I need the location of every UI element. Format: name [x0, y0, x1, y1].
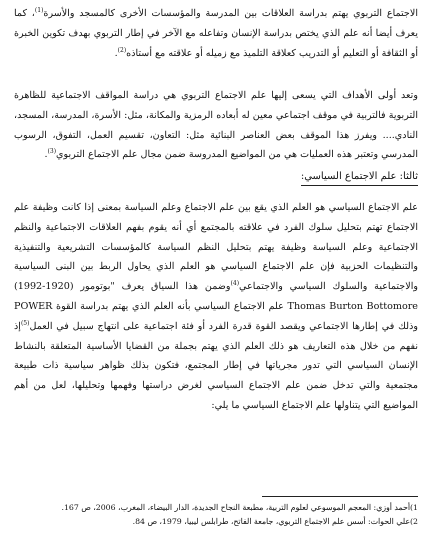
footnote-marker: (5) — [20, 319, 30, 327]
text-line: الاجتماع التربوي يهتم بدراسة العلاقات بين المدرسة والمؤسسات الأخرى كالمسجد والأسرة — [43, 8, 419, 19]
paragraph-political-sociology — [14, 198, 418, 416]
footnote-marker: (1) — [34, 6, 44, 14]
paragraph-educational-sociology-goals: وتعد أولى الأهداف التي يسعى إليها علم الاجتماع التربوي هي دراسة المواقف الاجتماعية للظاهرة التربوية فالتربية في موقف اجتماعي معين له أبعاده الرمزية والمكانة، مثل: الأسرة، المدرسة، المسجد، النادي.... ويفرز هذا الموقف بعض العناصر البنائية مثل: التعاون، تقسيم العمل، التفوق، الرسوب المدرسي وتعتبر هذه العمليات هي من المواضيع المدروسة ضمن مجال علم الاجتماع التربوي$^{(3)}$. — [14, 90, 418, 161]
footnote-marker: (2) — [117, 46, 127, 54]
paragraph-text: علم الاجتماع السياسي هو العلم الذي يقع بين علم الاجتماع وعلم السياسة بمعنى إذا كانت وظيفة علم الاجتماع تهتم بتحليل سلوك الفرد في علاقته بالمجتمع أي أنه يقوم بفهم العلاقات الاجتماعية والنظم الاجتماعية وعلم السياسة وظيفة يهتم بتحليل النظم السياسة كالمؤسسات التشريعية والتنفيذية والتنظيمات الحزبية فإن علم الاجتماع السياسي هو العلم الذي يحاول الربط بين البنى السياسية والاجتماعية والسلوك السياسي والاجتماعي — [14, 202, 419, 293]
footnote-item: 2)علي الحوات: أسس علم الاجتماع التربوي، جامعة الفاتح، طرابلس ليبيا، 1979، ص 84. — [132, 517, 418, 526]
footnote-marker: (4) — [230, 280, 240, 287]
paragraph-sociology-of-education-definition: الاجتماع التربوي يهتم بدراسة العلاقات بين المدرسة والمؤسسات الأخرى كالمسجد والأسرة$^{(1)}$، كما يعرف أيضا أنه علم الذي يختص بدراسة الإنسان وتفاعله مع الآخر في إطار التربوي بهدف تكوين الخبرة أو الثقافة أو التعليم أو التدريب كعلاقة التلميذ مع زميله أو علاقته مع أستاذه$^{(2)}$. — [14, 6, 419, 59]
footnotes — [14, 501, 418, 529]
paragraph-text: وضمن هذا السياق يعرف "بوتومور (1920-1992) Thomas Burton Bottomore علم الاجتماع السياسي بأنه العلم الذي يهتم بدراسة القوة POWER وذلك في إطارها الاجتماعي ويقصد القوة قدرة الفرد أو فئة اجتماعية على انتهاج سبيل في العمل — [14, 281, 418, 332]
footnote-item: 1)أحمد أوزي: المعجم الموسوعي لعلوم التربية، مطبعة النجاح الجديدة، الدار البيضاء، المغرب، 2006، ص 167. — [61, 503, 418, 512]
footnote-marker: (3) — [47, 148, 57, 156]
paragraph-text: إذ نفهم من خلال هذه التعاريف هو ذلك العلم الذي يهتم بجملة من القضايا الأساسية المتعلقة بالنشاط الإنسان السياسي التي تدور مجرياتها في إطار المجتمع، فتكون بذلك ظواهر سياسية ذات طبيعة مجتمعية والتي تدخل ضمن علم الاجتماع السياسي لغرض دراستها وفهمها وتحليلها، لعل من أهم المواضيع التي يتناولها علم الاجتماع السياسي ما يلي: — [14, 320, 418, 411]
text-line: التدريب كعلاقة التلميذ مع زميله أو علاقته مع أستاذه — [126, 47, 330, 59]
text-line: ، كما يعرف أيضا أنه — [14, 8, 418, 39]
paragraph-text: وتعد أولى الأهداف التي يسعى إليها علم الاجتماع التربوي هي دراسة المواقف الاجتماعية للظاهرة التربوية فالتربية في موقف اجتماعي معين له أبعاده الرمزية والمكانة، مثل: الأسرة، المدرسة، المسجد، النادي.... ويفرز هذا الموقف بعض العناصر البنائية مثل: التعاون، تقسيم العمل، التفوق، الرسوب المدرسي وتعتبر هذه العمليات هي من المواضيع المدروسة ضمن مجال علم الاجتماع التربوي — [14, 90, 418, 161]
section-heading-political-sociology: ثالثا: علم الاجتماع السياسي: — [301, 170, 418, 186]
text-line: علم الذي يختص بدراسة الإنسان وتفاعله مع الآخر في إطار التربوي بهدف تكوين الخبرة أو الثقافة أو التعليم أو — [14, 27, 418, 59]
footnote-separator — [262, 496, 418, 497]
